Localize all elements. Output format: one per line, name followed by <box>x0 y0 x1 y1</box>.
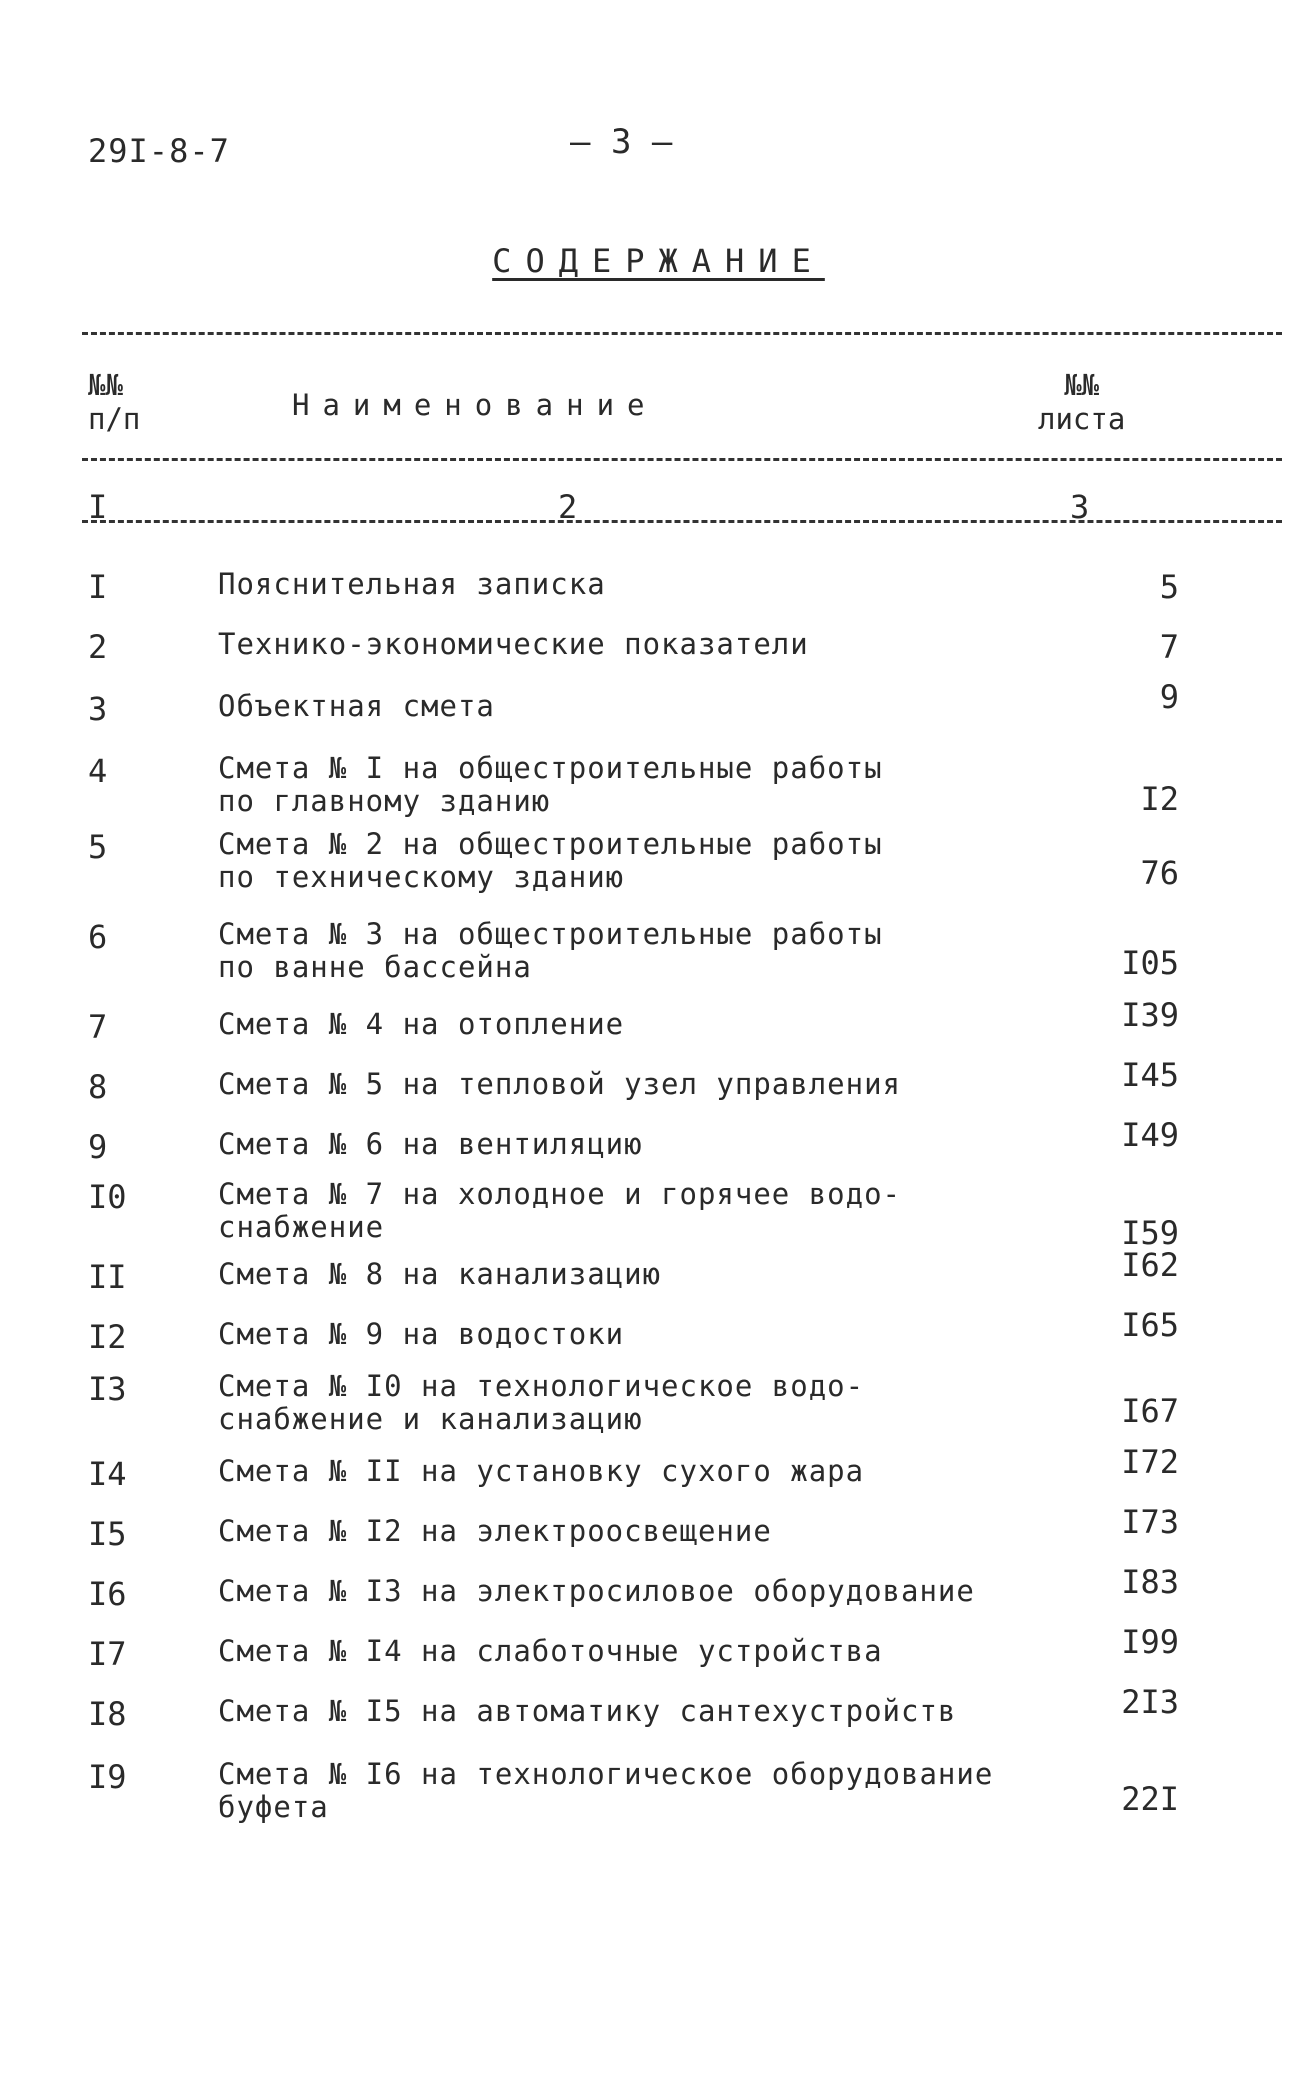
row-sheet-number: I2 <box>1140 780 1179 818</box>
col-name-header: Наименование <box>292 388 658 422</box>
column-number-2: 2 <box>558 488 578 526</box>
col-sheet-header: №№ листа <box>1038 368 1126 436</box>
row-number: 9 <box>88 1128 108 1166</box>
row-sheet-number: I73 <box>1121 1503 1179 1541</box>
row-number: I9 <box>88 1758 127 1796</box>
row-sheet-number: 2I3 <box>1121 1683 1179 1721</box>
row-title: Смета № 8 на канализацию <box>218 1257 662 1291</box>
col-num-header: №№ п/п <box>88 368 141 436</box>
row-title: Пояснительная записка <box>218 567 606 601</box>
table-top-rule <box>82 332 1282 335</box>
row-number: 4 <box>88 752 108 790</box>
column-number-1: I <box>88 488 108 526</box>
row-title: Смета № I3 на электросиловое оборудование <box>218 1574 975 1608</box>
row-sheet-number: 22I <box>1121 1780 1179 1818</box>
row-title: Смета № 5 на тепловой узел управления <box>218 1067 902 1101</box>
row-sheet-number: I72 <box>1121 1443 1179 1481</box>
row-number: 6 <box>88 918 108 956</box>
row-number: I8 <box>88 1695 127 1733</box>
row-sheet-number: 9 <box>1159 678 1179 716</box>
row-title: Смета № I6 на технологическое оборудование буфета <box>218 1757 994 1824</box>
row-sheet-number: I99 <box>1121 1623 1179 1661</box>
column-number-3: 3 <box>1070 488 1090 526</box>
row-number: I2 <box>88 1318 127 1356</box>
document-code: 29I-8-7 <box>88 132 230 170</box>
row-number: 3 <box>88 690 108 728</box>
row-title: Смета № 2 на общестроительные работы по техническому зданию <box>218 827 883 894</box>
row-number: I6 <box>88 1575 127 1613</box>
page-title: СОДЕРЖАНИЕ <box>492 242 825 280</box>
row-number: 8 <box>88 1068 108 1106</box>
row-number: II <box>88 1258 127 1296</box>
row-title: Технико-экономические показатели <box>218 627 809 661</box>
column-numbers-row <box>88 488 1288 532</box>
row-title: Смета № I на общестроительные работы по главному зданию <box>218 751 883 818</box>
header-rule <box>82 458 1282 461</box>
row-title: Смета № 3 на общестроительные работы по ванне бассейна <box>218 917 883 984</box>
row-sheet-number: I62 <box>1121 1246 1179 1284</box>
row-sheet-number: 7 <box>1159 628 1179 666</box>
row-sheet-number: I67 <box>1121 1392 1179 1430</box>
row-title: Смета № I5 на автоматику сантехустройств <box>218 1694 957 1728</box>
row-title: Объектная смета <box>218 689 495 723</box>
row-sheet-number: I39 <box>1121 996 1179 1034</box>
row-number: 2 <box>88 628 108 666</box>
column-numbers-rule <box>82 520 1282 523</box>
row-sheet-number: 5 <box>1159 568 1179 606</box>
row-sheet-number: I45 <box>1121 1056 1179 1094</box>
row-number: I0 <box>88 1178 127 1216</box>
row-number: 5 <box>88 828 108 866</box>
row-sheet-number: I49 <box>1121 1116 1179 1154</box>
row-number: I7 <box>88 1635 127 1673</box>
page-number: — 3 — <box>570 122 673 162</box>
row-title: Смета № 9 на водостоки <box>218 1317 625 1351</box>
row-number: I <box>88 568 108 606</box>
row-sheet-number: I65 <box>1121 1306 1179 1344</box>
row-number: I4 <box>88 1455 127 1493</box>
row-title: Смета № I2 на электроосвещение <box>218 1514 772 1548</box>
row-sheet-number: I83 <box>1121 1563 1179 1601</box>
row-sheet-number: I05 <box>1121 944 1179 982</box>
row-title: Смета № 4 на отопление <box>218 1007 625 1041</box>
row-number: 7 <box>88 1008 108 1046</box>
row-title: Смета № II на установку сухого жара <box>218 1454 865 1488</box>
row-sheet-number: 76 <box>1140 854 1179 892</box>
row-number: I5 <box>88 1515 127 1553</box>
row-title: Смета № I0 на технологическое водо- снабжение и канализацию <box>218 1369 865 1436</box>
row-sheet-number: I59 <box>1121 1214 1179 1252</box>
row-title: Смета № 7 на холодное и горячее водо- снабжение <box>218 1177 902 1244</box>
row-title: Смета № I4 на слаботочные устройства <box>218 1634 883 1668</box>
row-number: I3 <box>88 1370 127 1408</box>
row-title: Смета № 6 на вентиляцию <box>218 1127 643 1161</box>
